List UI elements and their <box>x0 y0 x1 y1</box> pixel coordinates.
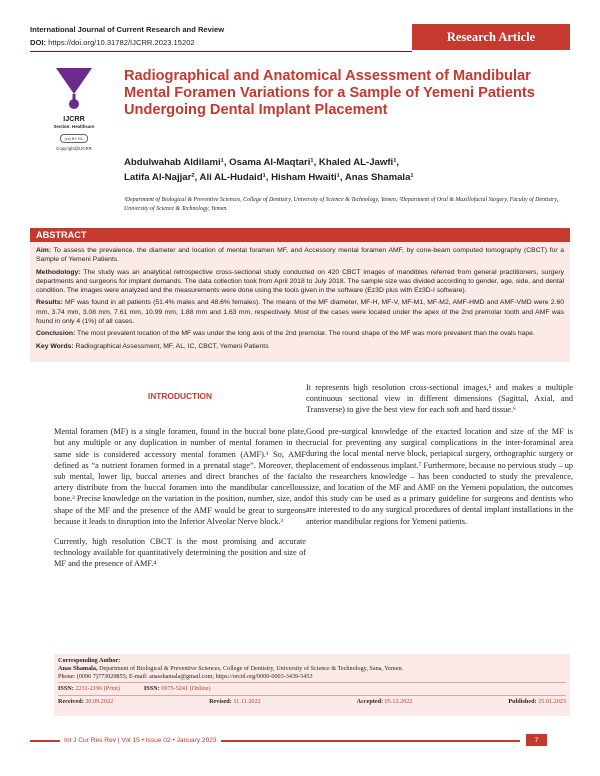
conclusion-label: Conclusion: <box>36 330 76 338</box>
body-column-right <box>306 382 573 537</box>
issn-row <box>58 685 566 693</box>
doi-label: DOI: <box>30 38 47 47</box>
accepted-date <box>357 698 413 706</box>
creative-commons-icon: (cc) BY NC <box>60 134 88 143</box>
corresponding-author-title: Corresponding Author: <box>58 657 121 664</box>
issn-online-value: 0975-5241 (Online) <box>161 685 211 693</box>
issn-print-value: 2231-2196 (Print) <box>75 685 120 693</box>
divider <box>58 695 566 696</box>
methodology-label: Methodology: <box>36 268 81 276</box>
issn-print <box>58 685 120 693</box>
doi-line <box>30 38 195 47</box>
issn-online-label: ISSN: <box>143 685 160 693</box>
results-label: Results: <box>36 299 63 307</box>
keywords-label: Key Words: <box>36 342 74 350</box>
dates-row <box>58 698 566 706</box>
received-label: Received: <box>58 698 84 706</box>
body-paragraph: Good pre-surgical knowledge of the exacted location and size of the MF is crucial for preventing any surgical complications in the inter-foraminal area during the local mental nerve block, periapical surgery, orthographic surgery or placement of endosseous implant.⁷ Furthermore, because no pervious study – up to the researchers knowledge – has been conducted to study the prevalence, size, and location of the MF and AMF on the Yemeni population, the outcomes of this study can be used as a primary guideline for surgeons and dentists who are interested to do any surgical procedures of dental implant installations in the anterior mandibular regions for Yemeni patients. <box>306 427 573 526</box>
ijcrr-logo-icon <box>54 66 94 112</box>
received-date <box>58 698 113 706</box>
abstract-conclusion <box>36 329 564 338</box>
page-number: 7 <box>526 734 547 746</box>
accepted-value: 05.12.2022 <box>384 698 413 706</box>
header-rule <box>30 51 412 52</box>
aim-text: To assess the prevalence, the diameter and location of mental foramen MF, and Accessory mental foramen AMF, by cone-beam computed tomography (CBCT) for a Sample of Yemeni Patients. <box>36 247 565 264</box>
copyright-text: Copyright@IJCRR <box>56 146 92 151</box>
footer-citation: Int J Cur Res Rev | Vol 15 • Issue 02 • January 2023 <box>60 737 221 744</box>
revised-value: 11.11.2022 <box>233 698 261 706</box>
abstract-aim <box>36 246 564 264</box>
aim-label: Aim: <box>36 247 52 254</box>
received-value: 20.09.2022 <box>85 698 114 706</box>
published-value: 25.01.2023 <box>538 698 566 706</box>
body-paragraph: Mental foramen (MF) is a single foramen, found in the buccal bone plate, but any multiple or any duplication in number of mental foramen in the same side is considered accessory mental foramen (AMF).¹ So, AMF defined as “a nutrient foramen formed in a prenatal stage”. Moreover, the sub mental, lower lip, buccal arteries and direct branches of the facial artery distribute from the buccal foramen into the mandibular cancellous bone.² Precise knowledge on the variation in the position, number, size, and shape of the MF and the presence of the AMF would be great to surgeons because it leads to disruption into the Inferior Alveolar Nerve block.³ <box>54 427 306 526</box>
introduction-heading: INTRODUCTION <box>147 391 213 401</box>
abstract-results <box>36 298 564 326</box>
article-type-badge: Research Article <box>412 24 570 50</box>
revised-date <box>209 698 261 706</box>
doi-link[interactable]: https://doi.org/10.31782/IJCRR.2023.15202 <box>48 38 195 47</box>
journal-logo <box>54 66 94 112</box>
authors-line-1: Abdulwahab Aldilami¹, Osama Al-Maqtari¹, Khaled AL-Jawfi¹, <box>124 157 400 168</box>
abstract-box <box>30 242 570 362</box>
corresponding-author-affiliation: Department of Biological & Preventive Sciences, College of Dentistry, University of Science & Technology, Sana, Yemen. <box>99 664 404 672</box>
article-title: Radiographical and Anatomical Assessment of Mandibular Mental Foramen Variations for a Sample of Yemeni Patients Undergoing Dental Implant Placement <box>124 68 535 118</box>
published-date <box>508 698 566 706</box>
keywords-text: Radiographical Assessment, MF, AL, IC, CBCT, Yemeni Patients <box>75 342 269 350</box>
issn-print-label: ISSN: <box>58 685 74 693</box>
methodology-text: The study was an analytical retrospective cross-sectional study conducted on 420 CBCT images of mandibles referred from general practitioners, surgery departments and surgeons for implant demands. The data collection took from April 2018 to July 2018. The sample size was divided according to gender, age, side, and dental condition. The images were analyzed and the measurements were done using the tools given in the software (Ez3D plus with Ez3D-I software). <box>36 268 564 294</box>
divider <box>58 682 566 683</box>
issn-online <box>144 685 211 693</box>
body-paragraph: It represents high resolution cross-sectional images,⁵ and makes a multiple continuous sectional view in different dimensions (Sagittal, Axial, and Transverse) to give the best view for each soft and hard tissue.⁶ <box>306 383 573 415</box>
affiliations: ¹Department of Biological & Preventive Sciences, College of Dentistry, University of Science & Technology, Yemen; ²Department of Oral & Maxillofacial Surgery, Faculty of Dentistry, University of Science & Technology, Yemen. <box>124 197 559 213</box>
corresponding-author-details <box>58 665 566 673</box>
corresponding-author-box <box>54 654 570 716</box>
corresponding-author-name: Anas Shamala, <box>58 664 98 672</box>
published-label: Published: <box>508 698 537 706</box>
body-column-left <box>54 382 306 579</box>
abstract-methodology <box>36 268 564 296</box>
authors-line-2: Latifa Al-Najjar², Ali AL-Hudaid¹, Hisham Hwaiti¹, Anas Shamala¹ <box>124 171 414 183</box>
journal-name: International Journal of Current Research and Review <box>30 25 225 34</box>
revised-label: Revised: <box>209 698 232 706</box>
results-text: MF was found in all patients (51.4% males and 48.6% females). The means of the MF diameter, MF-H, MF-V, MF-M1, MF-M2, AMF-HMD and AMF-VMD were 2.60 mm, 3.74 mm, 3.08 mm, 7.61 mm, 10.99 mm, 1.88 mm and 1.63 mm, respectively. Most of the cases were located under the apex of the 2nd premolar tooth and AMF was found in only 4 (1%) of all cases. <box>36 299 565 325</box>
abstract-keywords <box>36 342 564 351</box>
accepted-label: Accepted: <box>356 698 384 706</box>
author-list <box>124 156 570 186</box>
conclusion-text: The most prevalent location of the MF was under the long axis of the 2nd premolar. The round shape of the MF was more prevalent than the ovals hape. <box>77 330 535 338</box>
abstract-heading: ABSTRACT <box>30 228 570 242</box>
logo-name: IJCRR <box>63 114 85 123</box>
logo-section: Section: Healthcare <box>53 124 95 129</box>
body-paragraph: Currently, high resolution CBCT is the most promising and accurate technology available for quantitatively determining the position and size of MF and the presence of AMF.⁴ <box>54 537 306 569</box>
corresponding-author-contact: Phone: (0096 7)773029855; E-mail: anasshamala@gmail.com; https://orcid.org/0000-0003-3439-5453 <box>58 672 313 680</box>
